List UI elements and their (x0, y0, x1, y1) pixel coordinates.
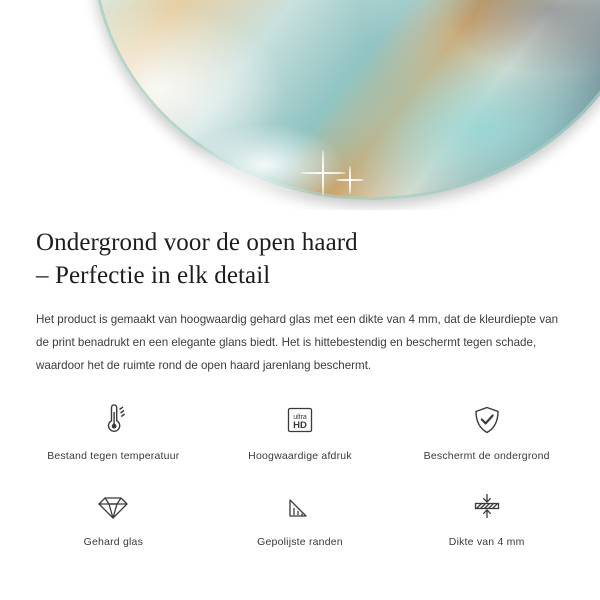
svg-text:HD: HD (293, 420, 307, 431)
feature-label: Gehard glas (83, 536, 144, 548)
svg-text:ultra: ultra (293, 414, 307, 421)
feature-label: Bestand tegen temperatuur (47, 450, 180, 462)
diamond-icon (91, 484, 135, 528)
feature-print-quality (207, 398, 394, 462)
feature-temperature (20, 398, 207, 462)
thickness-icon (465, 484, 509, 528)
text-block (36, 226, 566, 378)
glass-edge (92, 0, 600, 200)
feature-label: Dikte van 4 mm (448, 536, 525, 548)
hero-image (0, 0, 600, 210)
feature-thickness (393, 484, 580, 548)
page-title (36, 226, 566, 292)
thermometer-icon (91, 398, 135, 442)
feature-polished-edges (207, 484, 394, 548)
headline-line-2: – Perfectie in elk detail (36, 262, 271, 289)
feature-grid (20, 398, 580, 548)
polished-edges-icon (278, 484, 322, 528)
ultra-hd-icon (278, 398, 322, 442)
feature-surface-protection (393, 398, 580, 462)
body-paragraph: Het product is gemaakt van hoogwaardig gehard glas met een dikte van 4 mm, dat de kleurdiepte van de print benadrukt en een elegante glans biedt. Het is hittebestendig en beschermt tegen schade, waardoor het de ruimte rond de open haard jarenlang beschermt. (36, 313, 559, 373)
glass-plate-graphic (92, 0, 600, 200)
headline-line-1: Ondergrond voor de open haard (36, 229, 358, 256)
shield-check-icon (465, 398, 509, 442)
feature-label: Gepolijste randen (257, 536, 343, 548)
feature-label: Hoogwaardige afdruk (248, 450, 352, 462)
feature-tempered-glass (20, 484, 207, 548)
feature-label: Beschermt de ondergrond (423, 450, 550, 462)
